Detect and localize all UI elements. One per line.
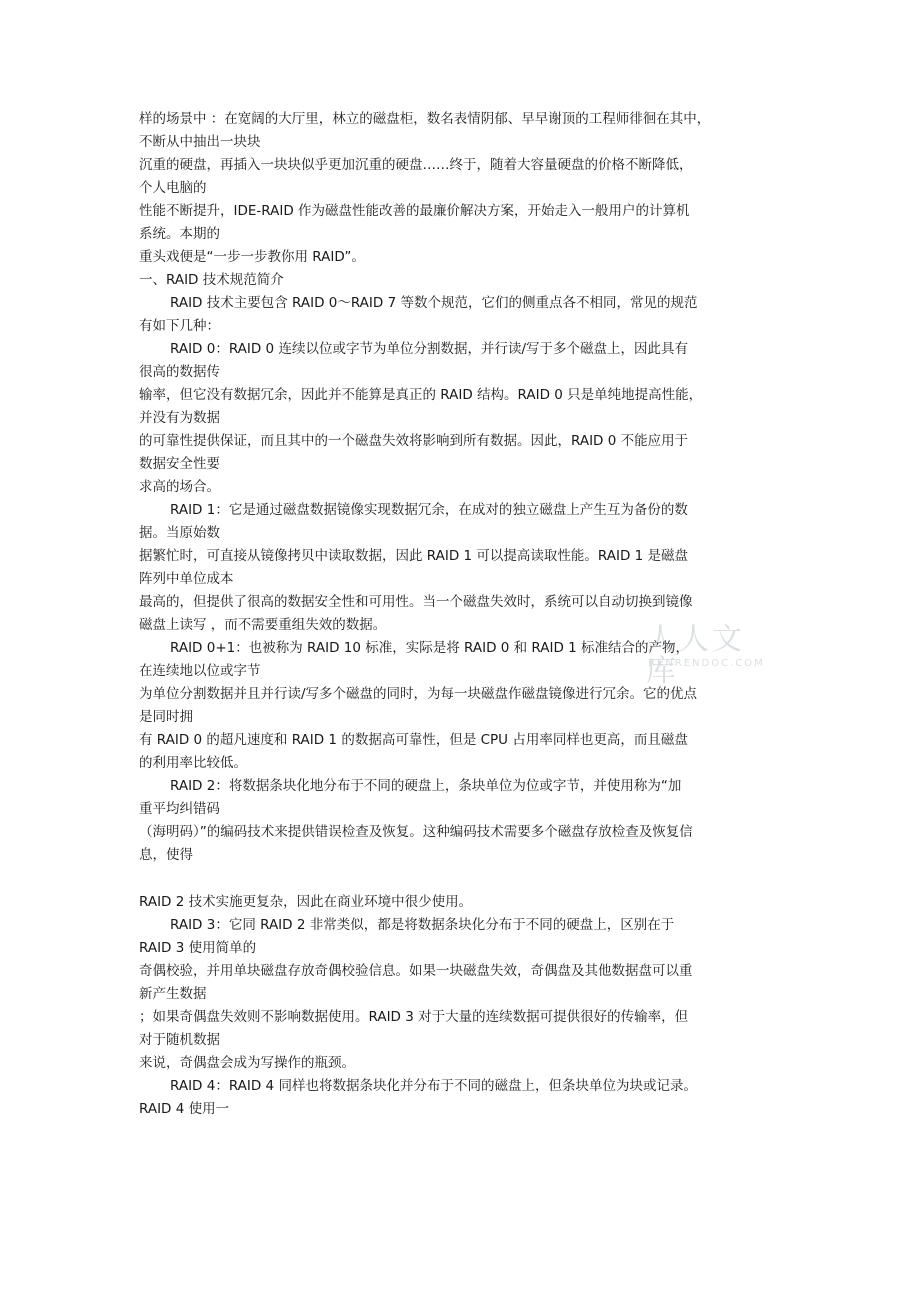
watermark-logo: 人人文库	[646, 622, 745, 689]
watermark-domain: RENRENDOC.COM	[648, 658, 765, 669]
text-line: 磁盘上读写 ，而不需要重组失效的数据。	[139, 617, 387, 633]
text-line: 的可靠性提供保证，而且其中的一个磁盘失效将影响到所有数据。因此，RAID 0 不能应用于	[139, 433, 689, 449]
text-line: 样的场景中 ：在宽阔的大厅里，林立的磁盘柜，数名表情阴郁、早早谢顶的工程师徘徊在其中，	[139, 111, 711, 127]
text-line: 阵列中单位成本	[139, 571, 234, 587]
text-line: 奇偶校验，并用单块磁盘存放奇偶校验信息。如果一块磁盘失效，奇偶盘及其他数据盘可以重	[139, 963, 693, 979]
text-line: 在连续地以位或字节	[139, 663, 261, 679]
section-heading: 一、RAID 技术规范简介	[139, 272, 284, 288]
text-line: 新产生数据	[139, 986, 207, 1002]
text-line: 最高的，但提供了很高的数据安全性和可用性。当一个磁盘失效时，系统可以自动切换到镜像	[139, 594, 693, 610]
text-line: 求高的场合。	[139, 479, 220, 495]
text-line: 不断从中抽出一块块	[139, 134, 261, 150]
text-line: 沉重的硬盘，再插入一块块似乎更加沉重的硬盘……终于，随着大容量硬盘的价格不断降低，	[139, 157, 693, 173]
text-line: 据。当原始数	[139, 525, 220, 541]
text-line: 性能不断提升，IDE-RAID 作为磁盘性能改善的最廉价解决方案，开始走入一般用户的计算机	[139, 203, 690, 219]
text-line: 有 RAID 0 的超凡速度和 RAID 1 的数据高可靠性，但是 CPU 占用率同样也更高，而且磁盘	[139, 732, 688, 748]
text-line: 息，使得	[139, 847, 193, 863]
text-line: 个人电脑的	[139, 180, 207, 196]
text-line: 输率，但它没有数据冗余，因此并不能算是真正的 RAID 结构。RAID 0 只是单纯地提高性能，	[139, 387, 703, 403]
text-line: RAID 0+1：也被称为 RAID 10 标准，实际是将 RAID 0 和 RAID 1 标准结合的产物，	[170, 640, 690, 656]
text-line: 有如下几种：	[139, 318, 220, 334]
text-line: （海明码）”的编码技术来提供错误检查及恢复。这种编码技术需要多个磁盘存放检查及恢复信	[139, 824, 693, 840]
text-line: 并没有为数据	[139, 410, 220, 426]
text-line: RAID 2 技术实施更复杂，因此在商业环境中很少使用。	[139, 894, 473, 910]
text-line: 是同时拥	[139, 709, 193, 725]
text-line: 来说，奇偶盘会成为写操作的瓶颈。	[139, 1055, 355, 1071]
text-line: 对于随机数据	[139, 1032, 220, 1048]
text-line: 为单位分割数据并且并行读/写多个磁盘的同时，为每一块磁盘作磁盘镜像进行冗余。它的优点	[139, 686, 698, 702]
paragraph-gap	[139, 867, 789, 891]
text-line: ；如果奇偶盘失效则不影响数据使用。RAID 3 对于大量的连续数据可提供很好的传输率，但	[139, 1009, 689, 1025]
text-line: 的利用率比较低。	[139, 755, 247, 771]
document-body	[139, 108, 789, 1121]
text-line: 数据安全性要	[139, 456, 220, 472]
text-line: RAID 3：它同 RAID 2 非常类似，都是将数据条块化分布于不同的硬盘上，区别在于	[170, 917, 675, 933]
text-line: RAID 技术主要包含 RAID 0～RAID 7 等数个规范，它们的侧重点各不相同，常见的规范	[170, 295, 698, 311]
text-line: 据繁忙时，可直接从镜像拷贝中读取数据，因此 RAID 1 可以提高读取性能。RAID 1 是磁盘	[139, 548, 689, 564]
text-line: 系统。本期的	[139, 226, 220, 242]
text-line: RAID 2：将数据条块化地分布于不同的硬盘上，条块单位为位或字节，并使用称为“加	[170, 778, 682, 794]
text-line: 重头戏便是“一步一步教你用 RAID”。	[139, 249, 365, 265]
text-line: RAID 3 使用简单的	[139, 940, 257, 956]
text-line: 重平均纠错码	[139, 801, 220, 817]
text-line: RAID 0：RAID 0 连续以位或字节为单位分割数据，并行读/写于多个磁盘上，因此具有	[170, 341, 688, 357]
text-line: 很高的数据传	[139, 364, 220, 380]
text-line: RAID 1：它是通过磁盘数据镜像实现数据冗余，在成对的独立磁盘上产生互为备份的数	[170, 502, 688, 518]
text-line: RAID 4：RAID 4 同样也将数据条块化并分布于不同的磁盘上，但条块单位为块或记录。	[170, 1078, 697, 1094]
text-line: RAID 4 使用一	[139, 1101, 230, 1117]
